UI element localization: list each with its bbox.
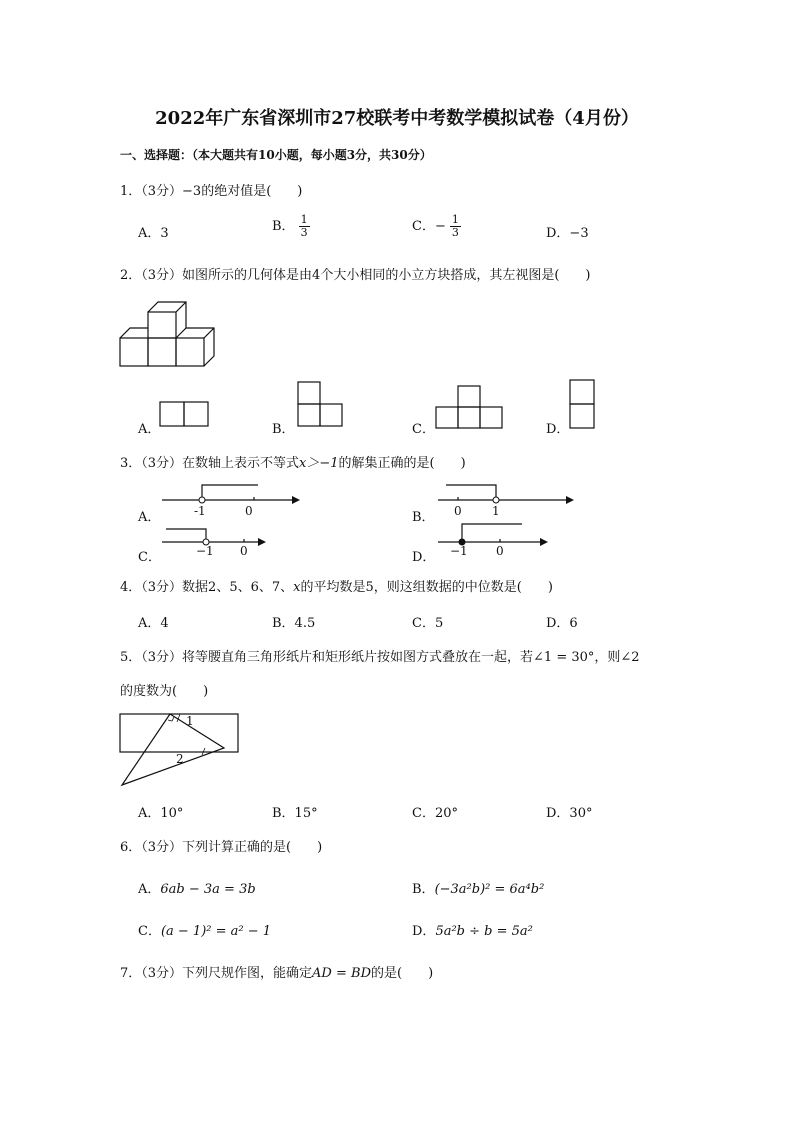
- q3-d-tick-2: 0: [496, 544, 504, 558]
- q5-triangle-rectangle-figure: [120, 710, 240, 788]
- q2-solid-figure: [120, 300, 220, 370]
- q1-option-c: C．− $\frac{1}{3}$: [412, 213, 459, 239]
- q2-option-a: A．: [138, 422, 161, 437]
- q4-option-a: A．4: [138, 616, 169, 631]
- q2-option-d: D．: [546, 422, 570, 437]
- q4-option-b: B．4.5: [272, 616, 316, 631]
- q4-option-c: C．5: [412, 616, 444, 631]
- page-title: 2022年广东省深圳市27校联考中考数学模拟试卷（4月份）: [155, 108, 639, 129]
- q6-option-a: A．6ab − 3a = 3b: [138, 882, 256, 897]
- question-6-stem: 6．（3分）下列计算正确的是( ): [120, 840, 323, 855]
- q3-a-tick-2: 0: [245, 504, 253, 518]
- q3-c-tick-1: −1: [196, 544, 214, 558]
- q5-option-b: B．15°: [272, 806, 318, 821]
- q6-option-d: D．5a²b ÷ b = 5a²: [412, 924, 533, 939]
- q1-option-a: A．3: [138, 226, 169, 241]
- q3-b-tick-1: 0: [454, 504, 462, 518]
- q1-option-b: B． $\frac{1}{3}$: [272, 213, 308, 239]
- question-2-stem: 2．（3分）如图所示的几何体是由4个大小相同的小立方块搭成，其左视图是( ): [120, 268, 591, 283]
- q5-option-a: A．10°: [138, 806, 184, 821]
- q3-option-a-number-line: [160, 480, 305, 520]
- q2-option-a-view: [160, 402, 210, 428]
- q3-option-b: B．: [412, 510, 435, 525]
- section-heading: 一、选择题：（本大题共有10小题，每小题3分，共30分）: [120, 148, 432, 162]
- q5-option-c: C．20°: [412, 806, 458, 821]
- q3-d-tick-1: −1: [450, 544, 468, 558]
- q6-option-c: C．(a − 1)² = a² − 1: [138, 924, 272, 939]
- q6-option-b: B．(−3a²b)² = 6a⁴b²: [412, 882, 545, 897]
- question-1-stem: 1．（3分）−3的绝对值是( ): [120, 184, 303, 199]
- q3-option-d: D．: [412, 550, 436, 565]
- q3-option-c-number-line: [160, 522, 272, 556]
- question-5-stem-line-2: 的度数为( ): [120, 684, 209, 699]
- q2-option-b: B．: [272, 422, 295, 437]
- q1-option-d: D．−3: [546, 226, 589, 241]
- q2-option-c-view: [436, 386, 504, 430]
- question-4-stem: 4．（3分）数据2、5、6、7、x的平均数是5，则这组数据的中位数是( ): [120, 580, 553, 595]
- question-5-stem-line-1: 5．（3分）将等腰直角三角形纸片和矩形纸片按如图方式叠放在一起，若∠1 = 30°，则∠2: [120, 650, 640, 665]
- question-3-stem: 3．（3分）在数轴上表示不等式x＞−1的解集正确的是( ): [120, 456, 466, 471]
- q2-option-b-view: [298, 382, 344, 428]
- q3-a-tick-1: -1: [194, 504, 206, 518]
- question-7-stem: 7．（3分）下列尺规作图，能确定AD = BD的是( ): [120, 966, 434, 981]
- q5-angle-1-label: 1: [186, 714, 194, 728]
- q5-option-d: D．30°: [546, 806, 593, 821]
- q5-angle-2-label: 2: [176, 752, 184, 766]
- q2-option-d-view: [570, 380, 596, 430]
- q1-c-fraction: $\frac{1}{3}$: [451, 213, 459, 239]
- q3-c-tick-2: 0: [240, 544, 248, 558]
- q4-option-d: D．6: [546, 616, 578, 631]
- q2-option-c: C．: [412, 422, 435, 437]
- q3-option-a: A．: [138, 510, 161, 525]
- q3-option-c: C．: [138, 550, 161, 565]
- q3-b-tick-2: 1: [492, 504, 500, 518]
- q1-b-fraction: $\frac{1}{3}$: [300, 213, 308, 239]
